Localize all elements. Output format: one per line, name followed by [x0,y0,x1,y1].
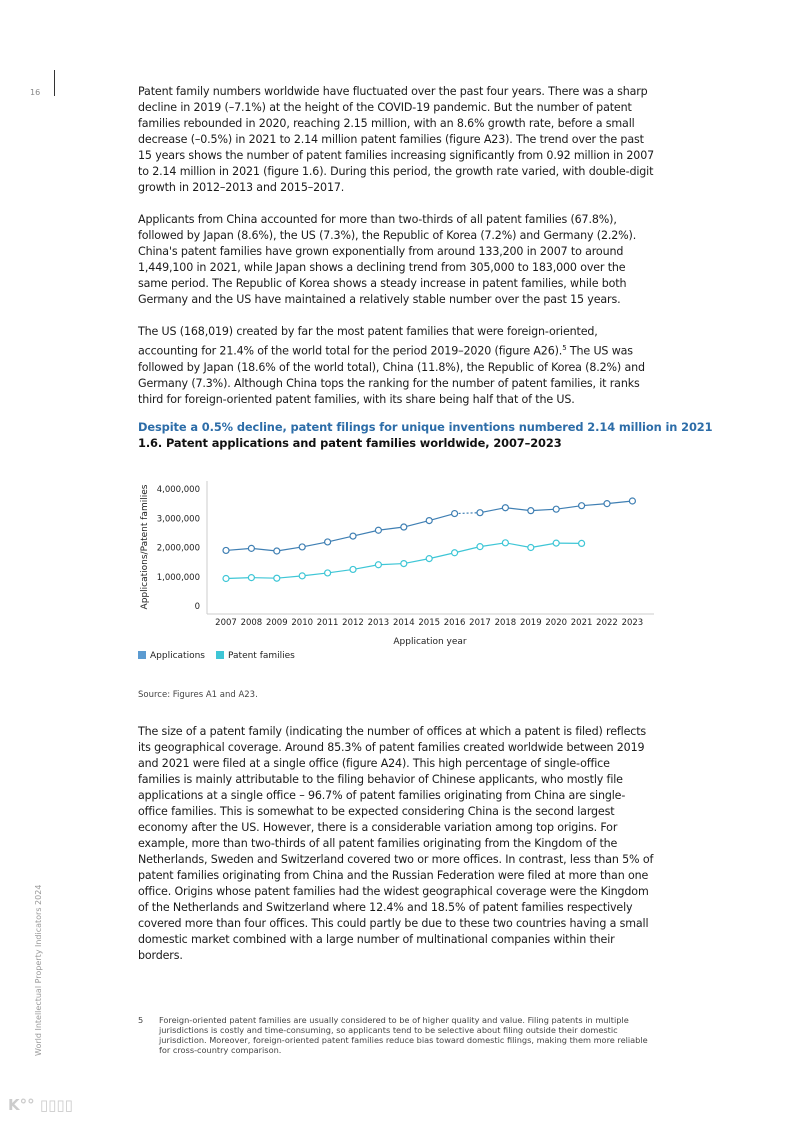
paragraph-2: Applicants from China accounted for more than two-thirds of all patent families (67.8%), followed by Japan (8.6%), the US (7.3%), the Republic of Korea (7.2%) and Germany (2.2%). China's patent families have grown exponentially from around 133,200 in 2007 to around 1,449,100 in 2021, while Japan shows a declining trend from 305,000 to 183,000 over the same period. The Republic of Korea shows a steady increase in patent families, while both Germany and the US have maintained a relatively stable number over the past 15 years. [138,213,637,306]
y-axis-label: Applications/Patent families [140,484,150,610]
series-line-segment [302,573,327,576]
data-point[interactable] [325,539,331,545]
data-point[interactable] [604,501,610,507]
y-tick-label: 4,000,000 [156,485,200,495]
data-point[interactable] [274,548,280,554]
data-point[interactable] [248,545,254,551]
series-line-segment [531,509,556,510]
chart-title: 1.6. Patent applications and patent families worldwide, 2007–2023 [138,436,562,450]
series-line-segment [353,565,378,570]
data-point[interactable] [375,562,381,568]
data-point[interactable] [248,575,254,581]
paragraph-4: The size of a patent family (indicating the number of offices at which a patent is filed) reflects its geographical coverage. Around 85.3% of patent families created worldwide between 2019 and 2021 were filed at a single office (figure A24). This high percentage of single-office families is mainly attributable to the filing behavior of Chinese applicants, who mostly file applications at a single office – 96.7% of patent families originating from China are single-office families. This is somewhat to be expected considering China is the second largest economy after the US. However, there is a considerable variation among top origins. For example, more than two-thirds of all patent families originating from the Kingdom of the Netherlands, Sweden and Switzerland covered two or more offices. In contrast, less than 5% of patent families originating from China and the Russian Federation were filed at more than one office. Origins whose patent families had the widest geographical coverage were the Kingdom of the Netherlands and Switzerland where 12.4% and 18.5% of patent families respectively covered more than four offices. This could partly be due to these two countries having a small domestic market combined with a large number of multinational companies within their borders. [138,725,654,962]
legend-patent-families[interactable]: Patent families [228,651,295,661]
paragraph-3b: The US was followed by Japan (18.6% of the world total), China (11.8%), the Republic of Korea (8.2%) and Germany (7.3%). Although China tops the ranking for the number of patent families, it ranks third for foreign-oriented patent families, with its share being half that of the US. [138,344,645,406]
data-point[interactable] [350,533,356,539]
data-point[interactable] [401,561,407,567]
footnote-text: Foreign-oriented patent families are usually considered to be of higher quality and value. Filing patents in multiple jurisdictions is costly and time-consuming, so applicants tend to be selective about filing outside their domestic jurisdiction. Moreover, foreign-oriented patent families reduce bias toward domestic filings, making them more reliable for cross-country comparison. [159,1015,648,1055]
data-point[interactable] [502,540,508,546]
data-point[interactable] [553,540,559,546]
data-point[interactable] [629,498,635,504]
legend-swatch-patent-families [216,651,224,659]
data-point[interactable] [299,573,305,579]
series-line-segment [582,504,607,506]
x-tick-label: 2012 [342,618,364,628]
series-line-segment [378,564,403,565]
series-line-segment [505,508,530,511]
series-line-segment [607,501,632,504]
x-tick-label: 2020 [545,618,568,628]
series-line-segment [429,553,454,559]
x-tick-label: 2016 [443,618,466,628]
x-tick-label: 2007 [215,618,237,628]
data-point[interactable] [452,550,458,556]
footnote-number: 5 [138,1015,144,1025]
series-line-segment [302,542,327,547]
x-tick-label: 2014 [392,618,415,628]
series-line-segment [455,547,480,553]
header-rule [54,70,55,96]
series-line-segment [328,569,353,573]
series-line-segment [531,543,556,547]
series-applications [223,498,635,554]
series-line-segment [378,527,403,530]
x-tick-label: 2015 [418,618,441,628]
series-patent-families [223,540,585,582]
x-tick-label: 2017 [469,618,491,628]
x-tick-label: 2021 [570,618,593,628]
series-line-segment [556,506,581,510]
data-point[interactable] [375,527,381,533]
data-point[interactable] [401,524,407,530]
data-point[interactable] [350,566,356,572]
y-tick-label: 0 [194,602,200,612]
paragraph-1: Patent family numbers worldwide have fluctuated over the past four years. There was a sharp decline in 2019 (–7.1%) at the height of the COVID-19 pandemic. But the number of patent families rebounded in 2020, reaching 2.15 million, with an 8.6% growth rate, before a small decrease (–0.5%) in 2021 to 2.14 million patent families (figure A23). The trend over the past 15 years shows the number of patent families increasing significantly from 0.92 million in 2007 to 2.14 million in 2021 (figure 1.6). During this period, the growth rate varied, with double-digit growth in 2012–2013 and 2015–2017. [138,85,655,194]
data-point[interactable] [528,545,534,551]
series-line-segment [277,547,302,551]
series-line-segment [226,578,251,579]
data-point[interactable] [528,508,534,514]
data-point[interactable] [274,575,280,581]
data-point[interactable] [477,544,483,550]
legend-applications[interactable]: Applications [150,651,205,661]
paragraph-3 [138,324,654,408]
page-number: 16 [30,88,41,97]
data-point[interactable] [426,556,432,562]
publication-title: World Intellectual Property Indicators 2024 [34,884,43,1056]
x-tick-label: 2022 [596,618,618,628]
series-line-segment [404,521,429,527]
data-point[interactable] [579,503,585,509]
series-line-segment [404,559,429,564]
data-point[interactable] [553,506,559,512]
y-tick-label: 2,000,000 [156,543,200,554]
y-tick-label: 1,000,000 [156,572,200,583]
x-tick-label: 2011 [316,618,339,628]
data-point[interactable] [299,544,305,550]
data-point[interactable] [477,510,483,516]
x-axis-label: Application year [393,637,467,647]
series-line-segment [277,576,302,578]
series-line-segment [328,536,353,542]
series-line-segment [480,543,505,547]
data-point[interactable] [426,518,432,524]
y-tick-label: 3,000,000 [156,514,200,525]
watermark-logo: K°° ▯▯▯▯ [8,1096,73,1114]
legend-swatch-applications [138,651,146,659]
chart-heading: Despite a 0.5% decline, patent filings for unique inventions numbered 2.14 million in 2021 [138,420,713,434]
footnote [138,1015,653,1055]
data-point[interactable] [223,547,229,553]
series-line-segment [251,578,276,579]
data-point[interactable] [452,511,458,517]
footnote-ref[interactable]: 5 [562,344,567,352]
series-line-segment [251,548,276,551]
x-tick-label: 2019 [519,618,542,628]
series-line-segment [480,508,505,513]
x-tick-label: 2013 [367,618,390,628]
data-point[interactable] [325,570,331,576]
series-line-segment [505,543,530,548]
data-point[interactable] [579,540,585,546]
x-tick-label: 2023 [621,618,644,628]
series-line-segment [455,513,480,514]
line-chart [130,475,660,670]
series-line-segment [353,530,378,536]
series-line-segment [429,514,454,521]
data-point[interactable] [502,505,508,511]
x-tick-label: 2018 [494,618,517,628]
series-line-segment [226,548,251,550]
x-tick-label: 2008 [240,618,263,628]
data-point[interactable] [223,576,229,582]
x-tick-label: 2009 [265,618,288,628]
source-note: Source: Figures A1 and A23. [138,690,258,700]
x-tick-label: 2010 [291,618,314,628]
paragraph-3a: The US (168,019) created by far the most patent families that were foreign-oriented, accounting for 21.4% of the world total for the period 2019–2020 (figure A26). [138,325,598,358]
